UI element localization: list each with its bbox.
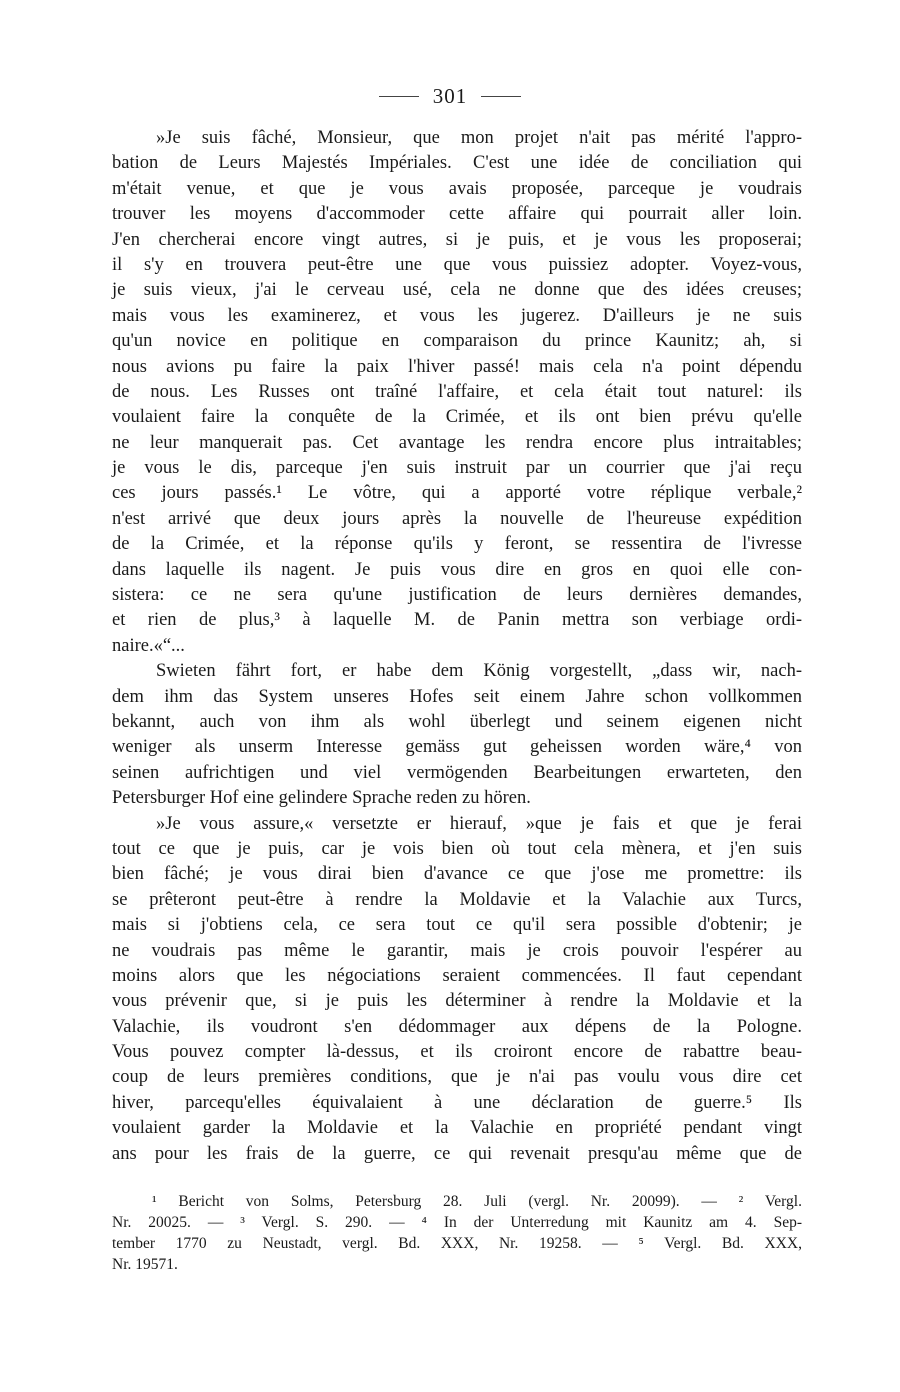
text-line: »Je suis fâché, Monsieur, que mon projet n'ait pas mérité l'appro-	[156, 128, 802, 148]
header-rule-left	[379, 96, 419, 97]
text-line: naire.«“...	[112, 635, 185, 656]
text-line: voulaient faire la conquête de la Crimée, et ils ont bien prévu qu'elle	[112, 407, 802, 428]
text-line: Vous pouvez compter là-dessus, et ils croiront encore de rabattre beau-	[112, 1042, 802, 1063]
page-header	[0, 84, 900, 109]
text-line: ne voudrais pas même le garantir, mais je crois pouvoir l'espérer au	[112, 940, 802, 961]
footnote-line: Nr. 19571.	[112, 1256, 178, 1273]
footnotes	[112, 1191, 802, 1275]
text-line: se prêteront peut-être à rendre la Moldavie et la Valachie aux Turcs,	[112, 889, 802, 910]
text-line: bation de Leurs Majestés Impériales. C'est une idée de conciliation qui	[112, 153, 802, 174]
footnote-line: ¹ Bericht von Solms, Petersburg 28. Juli (vergl. Nr. 20099). — ² Vergl.	[152, 1193, 802, 1210]
text-line: sistera: ce ne sera qu'une justification de leurs dernières demandes,	[112, 585, 802, 606]
text-line: vous prévenir que, si je puis les déterminer à rendre la Moldavie et la	[112, 991, 802, 1012]
text-line: mais si j'obtiens cela, ce sera tout ce qu'il sera possible d'obtenir; je	[112, 915, 802, 936]
header-rule-right	[481, 96, 521, 97]
text-line: voulaient garder la Moldavie et la Valachie en propriété pendant vingt	[112, 1118, 802, 1139]
text-line: trouver les moyens d'accommoder cette affaire qui pourrait aller loin.	[112, 204, 802, 225]
text-line: hiver, parcequ'elles équivalaient à une déclaration de guerre.⁵ Ils	[112, 1092, 802, 1113]
text-line: coup de leurs premières conditions, que je n'ai pas voulu vous dire cet	[112, 1067, 802, 1088]
text-line: bien fâché; je vous dirai bien d'avance ce que j'ose me promettre: ils	[112, 864, 802, 885]
text-line: qu'un novice en politique en comparaison du prince Kaunitz; ah, si	[112, 331, 802, 352]
text-line: Petersburger Hof eine gelindere Sprache reden zu hören.	[112, 788, 531, 809]
text-line: mais vous les examinerez, et vous les jugerez. D'ailleurs je ne suis	[112, 305, 802, 326]
text-line: tout ce que je puis, car je vois bien où tout cela mènera, et j'en suis	[112, 838, 802, 859]
text-line: bekannt, auch von ihm als wohl überlegt und seinem eigenen nicht	[112, 711, 802, 732]
text-line: dans laquelle ils nagent. Je puis vous dire en gros en quoi elle con-	[112, 559, 802, 580]
text-line: m'était venue, et que je vous avais proposée, parceque je voudrais	[112, 178, 802, 199]
text-line: et rien de plus,³ à laquelle M. de Panin mettra son verbiage ordi-	[112, 610, 802, 631]
text-line: il s'y en trouvera peut-être une que vous puissiez adopter. Voyez-vous,	[112, 254, 802, 275]
text-line: nous avions pu faire la paix l'hiver passé! mais cela n'a point dépendu	[112, 356, 802, 377]
text-line: Swieten fährt fort, er habe dem König vorgestellt, „dass wir, nach-	[156, 661, 802, 682]
body-text	[112, 126, 802, 1167]
text-line: ces jours passés.¹ Le vôtre, qui a apporté votre réplique verbale,²	[112, 483, 802, 504]
text-line: moins alors que les négociations seraient commencées. Il faut cependant	[112, 965, 802, 986]
text-line: J'en chercherai encore vingt autres, si je puis, et je vous les proposerai;	[112, 229, 802, 250]
text-line: je suis vieux, j'ai le cerveau usé, cela ne donne que des idées creuses;	[112, 280, 802, 301]
footnote-line: tember 1770 zu Neustadt, vergl. Bd. XXX, Nr. 19258. — ⁵ Vergl. Bd. XXX,	[112, 1235, 802, 1252]
text-line: dem ihm das System unseres Hofes seit einem Jahre schon vollkommen	[112, 686, 802, 707]
text-line: je vous le dis, parceque j'en suis instruit par un courrier que j'ai reçu	[112, 458, 802, 479]
text-line: de la Crimée, et la réponse qu'ils y feront, se ressentira de l'ivresse	[112, 534, 802, 555]
text-line: Valachie, ils voudront s'en dédommager aux dépens de la Pologne.	[112, 1016, 802, 1037]
text-line: seinen aufrichtigen und viel vermögenden Bearbeitungen erwarteten, den	[112, 762, 802, 783]
text-line: ans pour les frais de la guerre, ce qui revenait presqu'au même que de	[112, 1143, 802, 1164]
footnote-line: Nr. 20025. — ³ Vergl. S. 290. — ⁴ In der Unterredung mit Kaunitz am 4. Sep-	[112, 1214, 802, 1231]
text-line: ne leur manquerait pas. Cet avantage les rendra encore plus intraitables;	[112, 432, 802, 453]
text-line: de nous. Les Russes ont traîné l'affaire, et cela était tout naturel: ils	[112, 381, 802, 402]
text-line: n'est arrivé que deux jours après la nouvelle de l'heureuse expédition	[112, 508, 802, 529]
page-number: 301	[432, 84, 468, 108]
text-line: »Je vous assure,« versetzte er hierauf, »que je fais et que je ferai	[156, 813, 802, 834]
text-line: weniger als unserm Interesse gemäss gut geheissen worden wäre,⁴ von	[112, 737, 802, 758]
